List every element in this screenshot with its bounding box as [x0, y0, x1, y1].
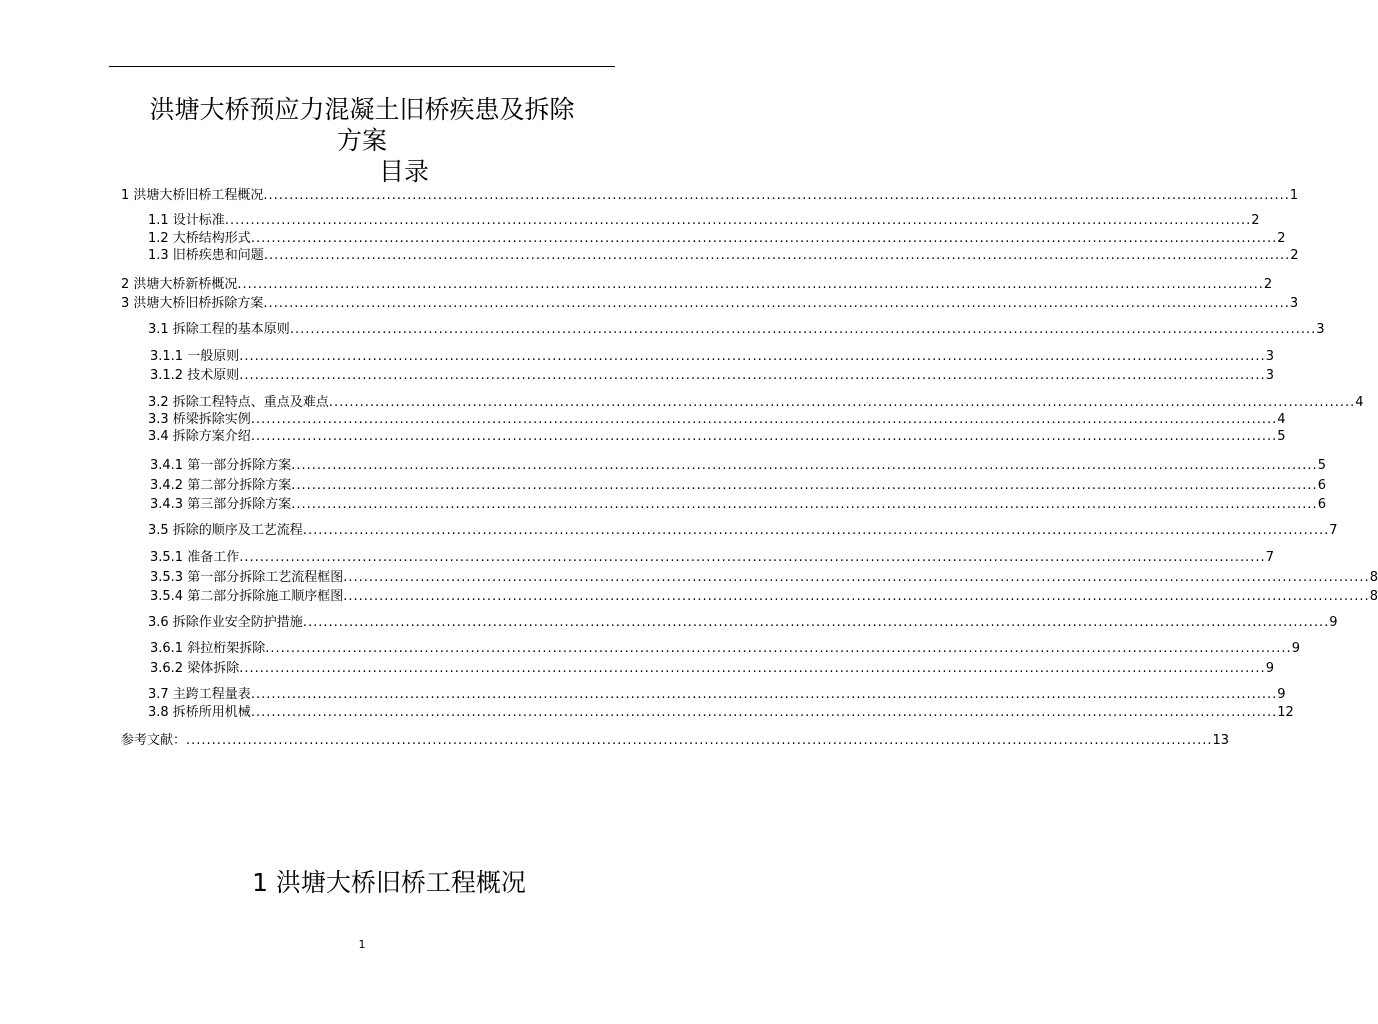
toc-entry-page: 7 [1329, 523, 1338, 538]
toc-entry-label: 参考文献： [121, 733, 187, 748]
toc-entry[interactable] [148, 321, 1325, 339]
toc-entry-label: 1.1 设计标准 [148, 213, 225, 228]
toc-entry-label: 1.2 大桥结构形式 [148, 231, 251, 246]
toc-entry-label: 3.1 拆除工程的基本原则 [148, 322, 290, 337]
toc-leader-dots: ........................................................................................................................................................................................................ [250, 231, 1278, 246]
toc-entry-page: 2 [1263, 277, 1273, 292]
toc-leader-dots: ........................................................................................................................................................................................................ [291, 497, 1318, 512]
toc-entry-label: 3 洪塘大桥旧桥拆除方案 [121, 296, 264, 311]
toc-entry[interactable] [150, 496, 1326, 514]
page-number: 1 [358, 938, 366, 951]
toc-entry[interactable] [150, 588, 1378, 606]
toc-leader-dots: ........................................................................................................................................................................................................ [237, 277, 1264, 292]
toc-entry-label: 3.6 拆除作业安全防护措施 [148, 615, 303, 630]
document-title-line-2: 方案 [336, 126, 387, 155]
toc-entry-page: 2 [1290, 248, 1299, 263]
toc-entry[interactable] [148, 522, 1338, 540]
toc-entry[interactable] [150, 477, 1326, 495]
toc-leader-dots: ........................................................................................................................................................................................................ [239, 349, 1266, 364]
toc-entry[interactable] [150, 660, 1274, 678]
toc-entry[interactable] [121, 276, 1273, 294]
toc-leader-dots: ........................................................................................................................................................................................................ [250, 687, 1278, 702]
toc-entry-page: 9 [1277, 687, 1286, 702]
toc-entry-label: 3.1.2 技术原则 [150, 368, 240, 383]
toc-leader-dots: ........................................................................................................................................................................................................ [291, 478, 1318, 493]
toc-entry[interactable] [150, 348, 1274, 366]
toc-entry-page: 5 [1277, 429, 1286, 444]
toc-entry-page: 6 [1317, 497, 1326, 512]
toc-leader-dots: ........................................................................................................................................................................................................ [343, 570, 1370, 585]
toc-leader-dots: ........................................................................................................................................................................................................ [263, 188, 1290, 203]
toc-leader-dots: ........................................................................................................................................................................................................ [186, 733, 1213, 748]
toc-entry-page: 4 [1277, 412, 1286, 427]
toc-entry-page: 6 [1317, 478, 1326, 493]
toc-leader-dots: ........................................................................................................................................................................................................ [239, 661, 1266, 676]
toc-entry[interactable] [150, 569, 1378, 587]
toc-leader-dots: ........................................................................................................................................................................................................ [302, 523, 1330, 538]
section-heading: 1 洪塘大桥旧桥工程概况 [252, 868, 526, 897]
toc-entry[interactable] [148, 704, 1294, 722]
toc-entry[interactable] [150, 640, 1300, 658]
toc-entry[interactable] [121, 295, 1299, 313]
toc-entry[interactable] [121, 187, 1299, 205]
toc-entry[interactable] [148, 411, 1286, 429]
toc-entry-page: 8 [1369, 589, 1378, 604]
document-title-line-1: 洪塘大桥预应力混凝土旧桥疾患及拆除 [149, 95, 575, 124]
toc-leader-dots: ........................................................................................................................................................................................................ [250, 705, 1278, 720]
toc-entry-page: 2 [1277, 231, 1286, 246]
toc-entry[interactable] [121, 732, 1230, 750]
toc-entry-page: 13 [1212, 733, 1230, 748]
toc-entry-page: 3 [1265, 349, 1274, 364]
toc-entry-page: 9 [1265, 661, 1274, 676]
toc-entry-label: 3.8 拆桥所用机械 [148, 705, 251, 720]
toc-entry-label: 3.1.1 一般原则 [150, 349, 240, 364]
toc-entry-label: 3.5.1 准备工作 [150, 550, 240, 565]
toc-leader-dots: ........................................................................................................................................................................................................ [250, 429, 1278, 444]
toc-entry-page: 8 [1369, 570, 1378, 585]
toc-entry[interactable] [148, 394, 1364, 412]
toc-leader-dots: ........................................................................................................................................................................................................ [263, 296, 1290, 311]
toc-leader-dots: ........................................................................................................................................................................................................ [328, 395, 1356, 410]
document-title [109, 94, 615, 156]
toc-entry-label: 2 洪塘大桥新桥概况 [121, 277, 238, 292]
toc-entry-page: 1 [1289, 188, 1299, 203]
toc-entry-label: 3.4 拆除方案介绍 [148, 429, 251, 444]
toc-entry[interactable] [148, 428, 1286, 446]
toc-leader-dots: ........................................................................................................................................................................................................ [265, 641, 1292, 656]
toc-leader-dots: ........................................................................................................................................................................................................ [289, 322, 1317, 337]
toc-entry[interactable] [148, 614, 1338, 632]
toc-entry-label: 3.7 主跨工程量表 [148, 687, 251, 702]
toc-entry[interactable] [148, 212, 1260, 230]
toc-entry[interactable] [150, 549, 1274, 567]
toc-entry-label: 3.5 拆除的顺序及工艺流程 [148, 523, 303, 538]
header-rule [109, 66, 615, 67]
toc-leader-dots: ........................................................................................................................................................................................................ [239, 550, 1266, 565]
toc-entry-page: 12 [1277, 705, 1294, 720]
toc-leader-dots: ........................................................................................................................................................................................................ [343, 589, 1370, 604]
toc-leader-dots: ........................................................................................................................................................................................................ [250, 412, 1278, 427]
toc-entry-page: 2 [1251, 213, 1260, 228]
toc-entry-page: 7 [1265, 550, 1274, 565]
toc-entry-label: 3.4.2 第二部分拆除方案 [150, 478, 292, 493]
toc-entry-label: 3.4.3 第三部分拆除方案 [150, 497, 292, 512]
toc-leader-dots: ........................................................................................................................................................................................................ [239, 368, 1266, 383]
toc-entry-label: 1 洪塘大桥旧桥工程概况 [121, 188, 264, 203]
toc-entry-label: 3.3 桥梁拆除实例 [148, 412, 251, 427]
toc-entry-page: 9 [1291, 641, 1300, 656]
toc-entry[interactable] [148, 230, 1286, 248]
toc-entry-page: 3 [1265, 368, 1274, 383]
toc-entry-label: 3.5.3 第一部分拆除工艺流程框图 [150, 570, 344, 585]
toc-entry[interactable] [148, 686, 1286, 704]
toc-leader-dots: ........................................................................................................................................................................................................ [263, 248, 1291, 263]
toc-entry-label: 3.4.1 第一部分拆除方案 [150, 458, 292, 473]
toc-leader-dots: ........................................................................................................................................................................................................ [302, 615, 1330, 630]
toc-entry-page: 3 [1289, 296, 1299, 311]
toc-entry[interactable] [150, 457, 1326, 475]
toc-leader-dots: ........................................................................................................................................................................................................ [291, 458, 1318, 473]
toc-entry-page: 5 [1317, 458, 1326, 473]
toc-entry-page: 4 [1355, 395, 1364, 410]
toc-entry[interactable] [150, 367, 1274, 385]
toc-entry-label: 3.6.1 斜拉桁架拆除 [150, 641, 266, 656]
toc-heading: 目录 [378, 157, 429, 186]
toc-entry-page: 3 [1316, 322, 1325, 337]
toc-entry-label: 3.5.4 第二部分拆除施工顺序框图 [150, 589, 344, 604]
toc-entry-label: 3.6.2 梁体拆除 [150, 661, 240, 676]
toc-leader-dots: ........................................................................................................................................................................................................ [224, 213, 1252, 228]
toc-entry-label: 3.2 拆除工程特点、重点及难点 [148, 395, 329, 410]
toc-entry[interactable] [148, 247, 1299, 265]
toc-entry-page: 9 [1329, 615, 1338, 630]
toc-entry-label: 1.3 旧桥疾患和问题 [148, 248, 264, 263]
